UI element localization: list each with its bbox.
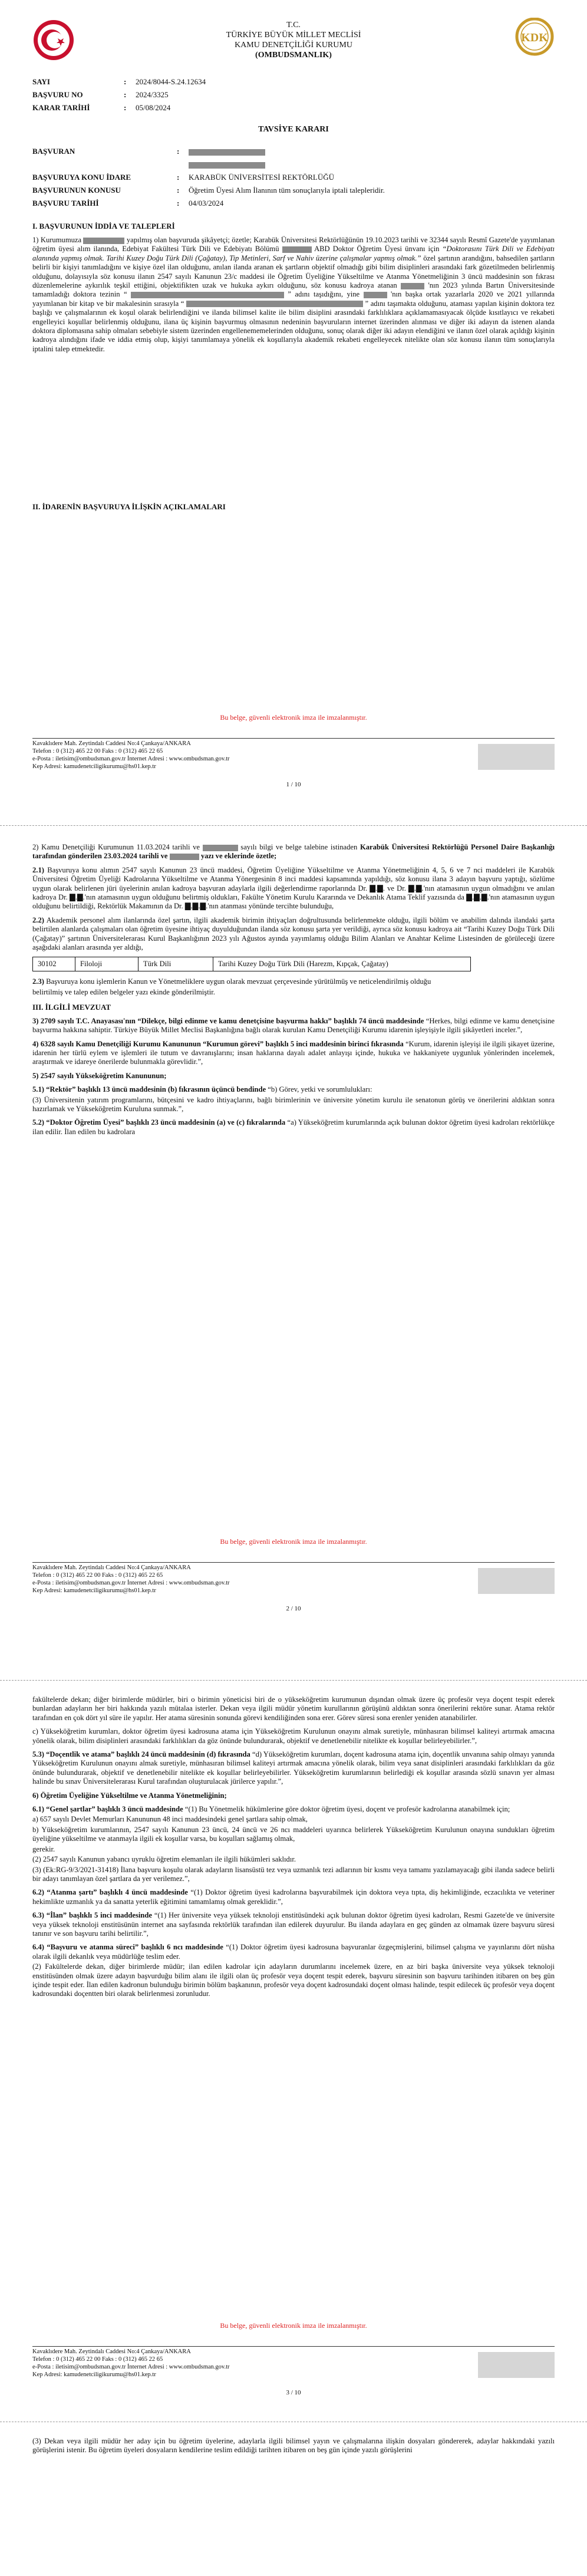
paragraph-6-1-a: a) 657 sayılı Devlet Memurları Kanununun 48 inci maddesindeki genel şartlara sahip olmak, bbox=[32, 1815, 308, 1824]
section-3-heading: III. İLGİLİ MEVZUAT bbox=[32, 1003, 111, 1012]
header-kdk: KAMU DENETÇİLİĞİ KURUMU bbox=[235, 41, 352, 50]
paragraph-2-3-b: belirtilmiş ve talep edilen belgeler yazı ekinde gönderilmiştir. bbox=[32, 987, 215, 996]
party-konu: BAŞVURUNUN KONUSU : Öğretim Üyesi Alım İlanının tüm sonuçlarıyla iptali talepleridir. bbox=[32, 186, 385, 195]
paragraph-6-4: 6.4) “Başvuru ve atanma süreci” başlıklı 6 ncı maddesinde “(1) Doktor öğretim üyesi kadrosuna başvuranlar özgeçmişlerini, bilimsel çalışma ve yayınlarını dört nüsha olarak ilgili dekanlık veya müdürlüğe teslim eder. bbox=[32, 1943, 555, 1961]
page-separator bbox=[0, 1680, 587, 1681]
parties-block bbox=[32, 145, 555, 210]
paragraph-2-2: 2.2) Akademik personel alım ilanlarında özel şartın, ilgili akademik birimin ihtiyaçları doğrultusunda belirlenmekte olduğu, ilgili bölüm ve anabilim dalında ilandaki şarta belirtilen alanlarda çalışmaları olan öğretim üyesine ihtiyaç duyulduğundan ilanda söz konusu şarta yer verildiği, ayrıca söz konusu kadroya ait “Tarihi Kuzey Doğu Türk Dili (Çağatay)” şartının Üniversitelerarası Kurul Başkanlığının 2023 yılı Ağustos ayında yayımlamış olduğu Bilim Alanları ve Anahtar Kelime Listesinden de görüleceği üzere aşağıdaki alanları arasında yer aldığı, bbox=[32, 915, 555, 952]
meta-karar-tarihi: KARAR TARİHİ : 05/08/2024 bbox=[32, 103, 171, 112]
page-separator bbox=[0, 825, 587, 826]
paragraph-6-1-b: b) Yükseköğretim kurumlarının, 2547 sayılı Kanunun 23 üncü, 24 üncü ve 26 ncı maddeleri uyarınca belirlerek Yükseköğretim Kurulunun onayına sundukları öğretim üyeliğine yükseltilme ve atanmayla ilgili ek koşullar varsa, bu koşulları sağlamış olmak, bbox=[32, 1825, 555, 1843]
paragraph-6-1: 6.1) “Genel şartlar” başlıklı 3 üncü maddesinde “(1) Bu Yönetmelik hükümlerine göre doktor öğretim üyesi, doçent ve profesör kadrolarına atanabilmek için; bbox=[32, 1805, 510, 1814]
header-ombudsman: (OMBUDSMANLIK) bbox=[255, 51, 332, 60]
section-1-body bbox=[32, 236, 555, 358]
page-3-body bbox=[32, 1695, 555, 2004]
page-2-body bbox=[32, 843, 555, 1141]
paragraph-5: 5) 2547 sayılı Yükseköğretim Kanununun; bbox=[32, 1071, 167, 1080]
paragraph-5-2: 5.2) “Doktor Öğretim Üyesi” başlıklı 23 üncü maddesinin (a) ve (c) fıkralarında “a) Yükseköğretim kurumlarında açık bulunan doktor öğretim üyesi kadroları rektörlükçe ilan edilir. İlan edilen bu kadrolara bbox=[32, 1118, 555, 1136]
barcode-area bbox=[478, 2352, 555, 2378]
signature-note: Bu belge, güvenli elektronik imza ile imzalanmıştır. bbox=[220, 1537, 367, 1546]
document-title: TAVSİYE KARARI bbox=[258, 125, 329, 134]
page-4-partial bbox=[32, 2437, 555, 2460]
kdk-logo-text: KDK bbox=[521, 31, 548, 44]
party-redacted-line bbox=[32, 158, 555, 171]
paragraph-6-1-e: (3) (Ek:RG-9/3/2021-31418) İlana başvuru koşulu olarak adayların lisansüstü tez veya uzmanlık tezi adlarının bir kısmı veya tamamı yazılamayacağı gibi ilanda sadece belirli bir adayı tanımlayan özel şartlara da yer verilemez.”, bbox=[32, 1865, 555, 1883]
header-tc: T.C. bbox=[286, 21, 301, 29]
paragraph-6-1-d: (2) 2547 sayılı Kanunun yabancı uyruklu öğretim elemanları ile ilgili hükümleri saklıdır. bbox=[32, 1855, 296, 1864]
signature-note: Bu belge, güvenli elektronik imza ile imzalanmıştır. bbox=[220, 2321, 367, 2330]
redacted-name bbox=[189, 162, 265, 169]
meta-block bbox=[32, 75, 555, 114]
party-tarih: BAŞVURU TARİHİ : 04/03/2024 bbox=[32, 199, 224, 207]
paragraph-2-3: 2.3) Başvuruya konu işlemlerin Kanun ve Yönetmeliklere uygun olarak mevzuat çerçevesinde yürütülmüş ve neticelendirilmiş olduğu bbox=[32, 977, 431, 986]
page-number-1: 1 / 10 bbox=[286, 781, 301, 788]
page-1 bbox=[32, 12, 555, 825]
page-number-2: 2 / 10 bbox=[286, 1605, 301, 1612]
section-1-heading: I. BAŞVURUNUN İDDİA VE TALEPLERİ bbox=[32, 222, 175, 230]
paragraph-6: 6) Öğretim Üyeliğine Yükseltilme ve Atanma Yönetmeliğinin; bbox=[32, 1791, 227, 1800]
header-block bbox=[32, 20, 555, 60]
paragraph-2: 2) Kamu Denetçiliği Kurumunun 11.03.2024 tarihli ve sayılı bilgi ve belge talebine istinaden Karabük Üniversitesi Rektörlüğü Personel Daire Başkanlığı tarafından gönderilen 23.03.2024 tarihli ve yazı ve eklerinde özetle; bbox=[32, 843, 555, 861]
redacted-name bbox=[189, 149, 265, 156]
meta-basvuru-no: BAŞVURU NO : 2024/3325 bbox=[32, 90, 169, 99]
paragraph-5-3: 5.3) “Doçentlik ve atama” başlıklı 24 üncü maddesinin (d) fıkrasında “d) Yükseköğretim kurumları, doçent kadrosuna atama için, doçentlik unvanına sahip olmayı yanında Yükseköğretim Kurulunun onayını almak suretiyle, münhasıran bilimsel kaliteyi artırmak amacına yönelik olarak, bilim veya sanat disiplinleri arasındaki farklılıkları da göz önünde bulundurarak, objektif ve denetlenebilir nitelikte ek koşullar belirleyebilirler. Yükseköğretim kurumlarının belirlediği ek koşullar arasında sözlü sınavın yer alması halinde bu sınav Üniversitelerarası Kurul tarafından oluşturulacak jürilerce yapılır.”, bbox=[32, 1750, 555, 1786]
party-idare: BAŞVURUYA KONU İDARE : KARABÜK ÜNİVERSİTESİ REKTÖRLÜĞÜ bbox=[32, 173, 334, 182]
barcode-area bbox=[478, 1568, 555, 1594]
footer: Kavaklıdere Mah. Zeytindalı Caddesi No:4 Çankaya/ANKARA Telefon : 0 (312) 465 22 00 Faks : 0 (312) 465 22 65 e-Posta : iletisim@ombudsman.gov.tr İnternet Adresi : www.ombudsman.gov.tr Kep Adresi: kamudenetciligikurumu@hs01.kep.tr bbox=[32, 738, 555, 770]
header-tbmm: TÜRKİYE BÜYÜK MİLLET MECLİSİ bbox=[226, 31, 361, 39]
footer: Kavaklıdere Mah. Zeytindalı Caddesi No:4 Çankaya/ANKARA Telefon : 0 (312) 465 22 00 Faks : 0 (312) 465 22 65 e-Posta : iletisim@ombudsman.gov.tr İnternet Adresi : www.ombudsman.gov.tr Kep Adresi: kamudenetciligikurumu@hs01.kep.tr bbox=[32, 2346, 555, 2379]
paragraph-5-1-b: (3) Üniversitenin yatırım programlarını, bütçesini ve kadro ihtiyaçlarını, bağlı birimlerinin ve üniversite yönetim kurulu ile senatonun görüş ve önerilerini aldıktan sonra hazırlamak ve Yükseköğretim Kuruluna sunmak.”, bbox=[32, 1095, 555, 1113]
field-table bbox=[32, 957, 471, 971]
paragraph-6-4-c: (3) Dekan veya ilgili müdür her aday için bu öğretim üyelerine, adaylarla ilgili bilimsel yayın ve çalışmalarına ilişkin dosyaları göndererek, adaylar hakkındaki yazılı görüşlerini istenir. Bu öğretim üyeleri dosyaların kendilerine teslim edildiği tarihten itibaren on beş gün içinde yazılı görüşlerini bbox=[32, 2437, 555, 2455]
paragraph-p3-1: fakültelerde dekan; diğer birimlerde müdürler, biri o birimin yöneticisi biri de o yükseköğretim kurumunun dışından olmak üzere üç profesör veya doçent tespit ederek bunlardan adayların her biri hakkında yazılı mütalaa isterler. Dekan veya ilgili müdür yönetim kurullarının görüşünü aldıktan sonra önerilerini rektöre sunar. Atama rektör tarafından en çok dört yıl süre ile yapılır. Her atama süresinin sonunda görevi kendiliğinden sona erer. Görev süresi sona erenler yeniden atanabilirler. bbox=[32, 1695, 555, 1722]
paragraph-5-1: 5.1) “Rektör” başlıklı 13 üncü maddesinin (b) fıkrasının üçüncü bendinde “b) Görev, yetki ve sorumlulukları: bbox=[32, 1085, 372, 1094]
paragraph-6-3: 6.3) “İlan” başlıklı 5 inci maddesinde “(1) Her üniversite veya yüksek teknoloji enstitüsündeki açık bulunan doktor öğretim üyesi kadroları, Resmi Gazete'de ve üniversite veya yüksek teknoloji enstitüsünün internet ana sayfasında rektörlük tarafından ilan edilerek duyurulur. Bu ilanda adaylara en geç günden az olmamak üzere başvuru süresi tanınır ve son başvuru tarihi belirtilir.”, bbox=[32, 1911, 555, 1938]
signature-note: Bu belge, güvenli elektronik imza ile imzalanmıştır. bbox=[220, 713, 367, 722]
paragraph-1: 1) Kurumumuza yapılmış olan başvuruda şikâyetçi; özetle; Karabük Üniversitesi Rektörlüğünün 19.10.2023 tarihli ve 32344 sayılı Resmî Gazete'de yayımlanan öğretim üyesi alım ilanında, Edebiyat Fakültesi Türk Dili ve Edebiyatı Bölümü ABD Doktor Öğretim Üyesi ünvanı için “Doktorasını Türk Dili ve Edebiyatı alanında yapmış olmak. Tarihi Kuzey Doğu Türk Dili (Çağatay), Tip Metinleri, Sarf ve Nahiv üzerine çalışmalar yapmış olmak.” özel şartının arandığını, bahsedilen şartların belirli bir kişiyi tanımladığını ve kişiye özel ilan olduğunu, anılan ilanda aranan ek şartların objektif olmadığı gibi bilim disiplinleri arasındaki fark gözetilmeden belirlenmiş olduğunu, dolayısıyla söz konusu ilanın 2547 sayılı Kanunun 23/c maddesi ile Öğretim Üyeliğine Yükseltilme ve Atanma Yönetmeliğinin 3 üncü maddesinin son fıkrası düzenlemelerine aykırılık teşkil ettiğini, objektifikten uzak ve hukuka aykırı olduğunu, söz konusu kadroya atanan 'nın 2023 yılında Bartın Üniversitesinde tamamladığı doktora tezinin “ ” adını taşıdığını, yine 'nın başka ortak yazarlarla 2020 ve 2021 yıllarında yayımlanan bir kitap ve bir makalesinin sırasıyla “ ” adını taşımakta olduğunu, ataması yapılan kişinin doktora tez başlığı ve çalışmalarının ek koşul olarak belirlendiğini ve ilanda bilimsel kalite ile bilim disiplini arasındaki farklılıklara açıklamamasıyacak ölçüde kısıtlayıcı ve rekabeti engelleyici koşullar belirlenmiş olduğunu, ilana üç kişinin başvurmuş olmasının nedeninin başvuruların internet üzerinden alınması ve diğer iki adayın da istenen alanda doktora diplomasına sahip olmaları sebebiyle sistem üzerinden engellenememelerinden olduğunu, sonuç olarak diğer iki adayın elendiğini ve ilanın özel olarak açıldığı kişinin kadroya alındığını ifade ve iddia etmiş olup, kişiyi tanımlamaya yönelik ek koşullarıyla akademik rekabeti engelleyecek nitelikte olan söz konusu ilanın tüm sonuçlarıyla iptalini talep etmektedir. bbox=[32, 236, 555, 353]
paragraph-p3-2: c) Yükseköğretim kurumları, doktor öğretim üyesi kadrosuna atama için Yükseköğretim Kurulunun onayını almak suretiyle, münhasıran bilimsel kaliteyi artırmak amacına yönelik olarak, bilim disiplinleri arasındaki farklılıkları da göz önünde bulundurarak, objektif ve denetlenebilir nitelikte ek koşullar belirleyebilirler.”, bbox=[32, 1727, 555, 1745]
paragraph-6-1-c: gerekir. bbox=[32, 1844, 55, 1853]
paragraph-3: 3) 2709 sayılı T.C. Anayasası'nın “Dilekçe, bilgi edinme ve kamu denetçisine başvurma hakkı” başlıklı 74 üncü maddesinde “Herkes, bilgi edinme ve kamu denetçisine başvurma hakkına sahiptir. Türkiye Büyük Millet Meclisi Başkanlığına bağlı olarak kurulan Kamu Denetçiliği Kurumu idarenin işleyişiyle ilgili şikâyetleri inceler.”, bbox=[32, 1016, 555, 1035]
page-2 bbox=[32, 843, 555, 1680]
section-2-heading: II. İDARENİN BAŞVURUYA İLİŞKİN AÇIKLAMALARI bbox=[32, 502, 226, 511]
page-3 bbox=[32, 1695, 555, 2576]
paragraph-6-4-b: (2) Fakültelerde dekan, diğer birimlerde müdür; ilan edilen kadrolar için adayların durumlarını incelemek üzere, en az biri başka üniversite veya yüksek teknoloji enstitüsünden olmak üzere adayın başvurduğu bilim alanı ile ilgili olan üç profesör veya doçent tespit ederek, başvuru süresinin son başvuru tarihinden itibaren on beş gün içinde tespit eder. İlan edilen kadronun bulunduğu birimin bölüm başkanının, profesör veya doçent kadrosundaki doçent olması halinde, tespit edilecek üç profesör veya doçent kadrosundaki doçentten biri olarak belirlenmesi zorunludur. bbox=[32, 1962, 555, 1998]
paragraph-2-1: 2.1) Başvuruya konu alımın 2547 sayılı Kanunun 23 üncü maddesi, Öğretim Üyeliğine Yükseltilme ve Atanma Yönetmeliğinin 4, 5, 6 ve 7 nci maddeleri ile Karabük Üniversitesi Öğretim Üyeliği Kadrolarına Yükseltilme ve Atanma Yönergesinin 8 inci maddesi kapsamında yapıldığı, söz konusu ilana 3 adayın başvuru yaptığı, sözlüme uygun olarak belirlenen jüri üyelerinin anılan kadroya başvuran adaylarla ilgili değerlendirme raporlarında Dr. ▇.▇. ve Dr. ▇.▇.'nın atamasının uygun olmadığını ve anılan kadroya Dr. ▇.▇.'nın atamasının uygun olduğunu belirtmiş oldukları, Fakülte Yönetim Kurulu Kararında ve Dekanlık Atama Teklif yazısında da ▇.▇.▇.'nın atamasının uygun olduğunu belirtildiği, Rektörlük Makamının da Dr. ▇.▇.▇.'nın atanması yönünde tercihte bulunduğu, bbox=[32, 865, 555, 911]
table-row: 30102 Filoloji Türk Dili Tarihi Kuzey Doğu Türk Dili (Harezm, Kıpçak, Çağatay) bbox=[33, 957, 471, 971]
paragraph-6-2: 6.2) “Atanma şartı” başlıklı 4 üncü maddesinde “(1) Doktor öğretim üyesi kadrolarına başvurabilmek için doktora veya tıpta, diş hekimliğinde, eczacılıkta ve veteriner hekimlikte uzmanlık ya da sanatta yeterlik eğitimini tamamlamış olmak gereklidir.”, bbox=[32, 1888, 555, 1906]
party-basvuran: BAŞVURAN : bbox=[32, 145, 555, 158]
paragraph-4: 4) 6328 sayılı Kamu Denetçiliği Kurumu Kanununun “Kurumun görevi” başlıklı 5 inci maddesinin birinci fıkrasında “Kurum, idarenin işleyişi ile ilgili şikayet üzerine, idarenin her türlü eylem ve işlemleri ile tutum ve davranışlarını; insan haklarına dayalı adalet anlayışı içinde, hukuka ve hakkaniyete uygunluk yönlerinden incelemek, araştırmak ve idareye önerilerde bulunmakla görevlidir.”, bbox=[32, 1039, 555, 1066]
barcode-area bbox=[478, 744, 555, 770]
meta-sayi: SAYI : 2024/8044-S.24.12634 bbox=[32, 77, 206, 86]
page-number-3: 3 / 10 bbox=[286, 2389, 301, 2396]
footer: Kavaklıdere Mah. Zeytindalı Caddesi No:4 Çankaya/ANKARA Telefon : 0 (312) 465 22 00 Faks : 0 (312) 465 22 65 e-Posta : iletisim@ombudsman.gov.tr İnternet Adresi : www.ombudsman.gov.tr Kep Adresi: kamudenetciligikurumu@hs01.kep.tr bbox=[32, 1562, 555, 1595]
